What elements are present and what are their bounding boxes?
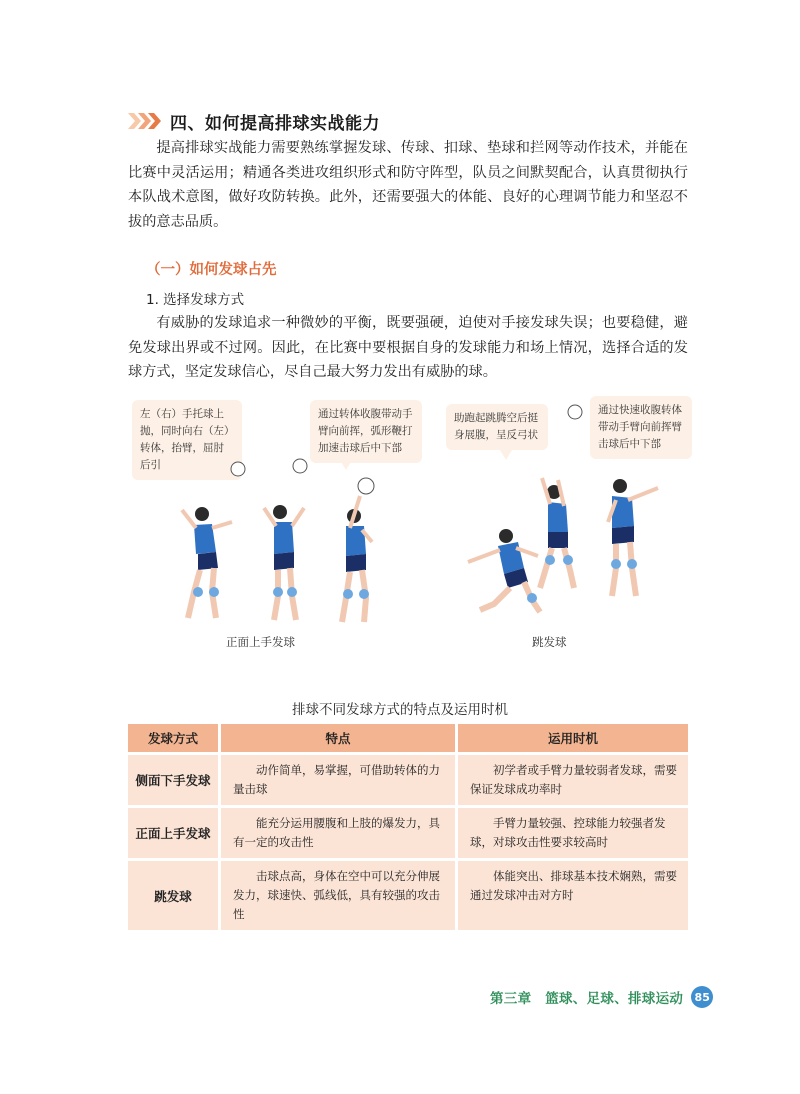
table-row xyxy=(128,858,688,930)
speech-bubble-hit: 通过快速收腹转体带动手臂向前挥臂击球后中下部 xyxy=(590,396,692,459)
page-footer xyxy=(490,986,713,1008)
subsection-title: （一）如何发球占先 xyxy=(146,262,277,278)
speech-bubble-jump: 助跑起跳腾空后挺身展腹，呈反弓状 xyxy=(446,404,548,450)
player-figure-4 xyxy=(468,529,540,612)
timing-cell: 初学者或手臂力量较弱者发球，需要保证发球成功率时 xyxy=(458,752,688,805)
table-title: 排球不同发球方式的特点及运用时机 xyxy=(292,702,508,718)
timing-cell: 手臂力量较强、控球能力较强者发球，对球攻击性要求较高时 xyxy=(458,805,688,858)
volleyball-icon xyxy=(358,478,374,494)
table-row xyxy=(128,805,688,858)
speech-bubble-toss: 左（右）手托球上抛，同时向右（左）转体，抬臂，屈肘后引 xyxy=(132,400,242,480)
feature-cell: 动作简单，易掌握，可借助转体的力量击球 xyxy=(221,752,458,805)
section-title: 四、如何提高排球实战能力 xyxy=(170,113,380,134)
page-number: 85 xyxy=(691,986,713,1008)
serve-illustration xyxy=(128,392,698,652)
serve-method-cell: 正面上手发球 xyxy=(128,805,221,858)
column-header: 特点 xyxy=(221,724,458,752)
player-figure-2 xyxy=(264,505,304,620)
timing-cell: 体能突出、排球基本技术娴熟，需要通过发球冲击对方时 xyxy=(458,858,688,930)
volleyball-icon xyxy=(293,459,307,473)
player-figure-6 xyxy=(608,479,658,596)
intro-paragraph: 提高排球实战能力需要熟练掌握发球、传球、扣球、垫球和拦网等动作技术，并能在比赛中灵活运用；精通各类进攻组织形式和防守阵型，队员之间默契配合，认真贯彻执行本队战术意图，做好攻防转换。此外，还需要强大的体能、良好的心理调节能力和坚忍不拔的意志品质。 xyxy=(128,140,688,230)
serve-method-cell: 跳发球 xyxy=(128,858,221,930)
serve-comparison-table xyxy=(128,724,688,930)
caption-jump-serve: 跳发球 xyxy=(532,635,567,649)
player-figure-3 xyxy=(342,496,372,622)
serve-method-cell: 侧面下手发球 xyxy=(128,752,221,805)
table-header-row xyxy=(128,724,688,752)
feature-cell: 击球点高，身体在空中可以充分伸展发力，球速快、弧线低，具有较强的攻击性 xyxy=(221,858,458,930)
section-heading xyxy=(128,108,380,134)
column-header: 发球方式 xyxy=(128,724,221,752)
table-row xyxy=(128,752,688,805)
item-title: 1. 选择发球方式 xyxy=(146,292,245,308)
volleyball-icon xyxy=(568,405,582,419)
feature-cell: 能充分运用腰腹和上肢的爆发力，具有一定的攻击性 xyxy=(221,805,458,858)
column-header: 运用时机 xyxy=(458,724,688,752)
chapter-title: 第三章 篮球、足球、排球运动 xyxy=(490,991,684,1007)
speech-bubble-swing: 通过转体收腹带动手臂向前挥，弧形鞭打加速击球后中下部 xyxy=(310,400,422,463)
player-figure-5 xyxy=(540,478,574,588)
player-figure-1 xyxy=(182,507,232,618)
caption-overhand-serve: 正面上手发球 xyxy=(226,635,295,649)
serve-paragraph: 有威胁的发球追求一种微妙的平衡，既要强硬，迫使对手接发球失误；也要稳健，避免发球出界或不过网。因此，在比赛中要根据自身的发球能力和场上情况，选择合适的发球方式，坚定发球信心，尽自己最大努力发出有威胁的球。 xyxy=(128,315,688,380)
chevron-arrows-icon xyxy=(128,110,162,132)
